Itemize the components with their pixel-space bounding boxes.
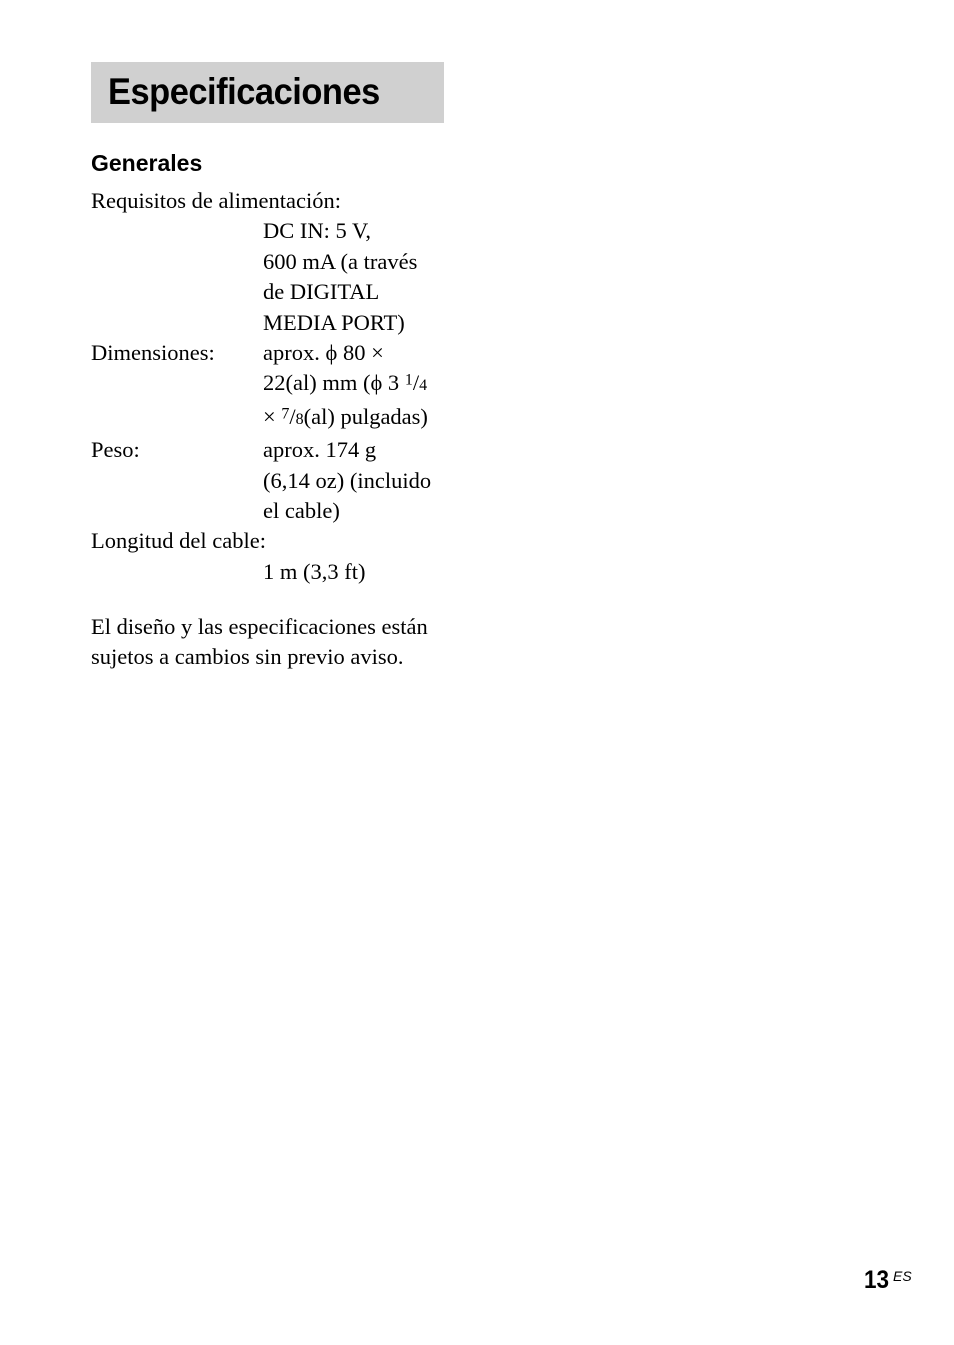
- disclaimer-note: [91, 612, 451, 673]
- spec-label-dimensions: Dimensiones:: [91, 340, 215, 366]
- section-heading: Generales: [91, 150, 203, 176]
- fraction-numerator: 1: [404, 371, 413, 389]
- spec-value-line: (6,14 oz) (incluido: [263, 467, 432, 493]
- spec-value-line: DC IN: 5 V,: [263, 218, 371, 244]
- spec-value-line: 22(al) mm (ϕ 3 $^1$/4: [263, 370, 428, 396]
- page-title: Especificaciones: [108, 71, 380, 112]
- title-box: [91, 62, 444, 123]
- spec-value-line: de DIGITAL: [263, 279, 380, 305]
- spec-list: [91, 186, 451, 587]
- fraction-denominator: 8: [295, 410, 304, 428]
- note-line: sujetos a cambios sin previo aviso.: [91, 644, 404, 670]
- spec-row-power: [91, 216, 451, 338]
- spec-value-line: 600 mA (a través: [263, 248, 418, 274]
- spec-label-weight: Peso:: [91, 437, 140, 463]
- spec-value-weight: [263, 435, 451, 526]
- spec-value-power: [263, 216, 451, 338]
- spec-row-weight: [91, 435, 451, 526]
- spec-value-line: el cable): [263, 498, 340, 524]
- note-line: El diseño y las especificaciones están: [91, 614, 428, 639]
- spec-value-line: aprox. ϕ 80 ×: [263, 340, 384, 366]
- fraction-numerator: 7: [281, 405, 290, 423]
- spec-value-cable: [263, 557, 451, 587]
- spec-value-line: MEDIA PORT): [263, 309, 405, 335]
- fraction-denominator: 4: [419, 377, 428, 395]
- spec-row-dimensions: [91, 338, 451, 435]
- spec-label-cable: Longitud del cable:: [91, 528, 266, 554]
- spec-value-line: aprox. 174 g: [263, 437, 377, 463]
- page-number: 13: [864, 1266, 890, 1294]
- spec-row-cable: [91, 557, 451, 587]
- page-language-code: ES: [893, 1268, 912, 1284]
- spec-value-line: × $^7$/8(al) pulgadas): [263, 403, 428, 429]
- spec-value-dimensions: [263, 338, 451, 435]
- spec-label-power: Requisitos de alimentación:: [91, 188, 341, 213]
- spec-value-line: 1 m (3,3 ft): [263, 558, 366, 584]
